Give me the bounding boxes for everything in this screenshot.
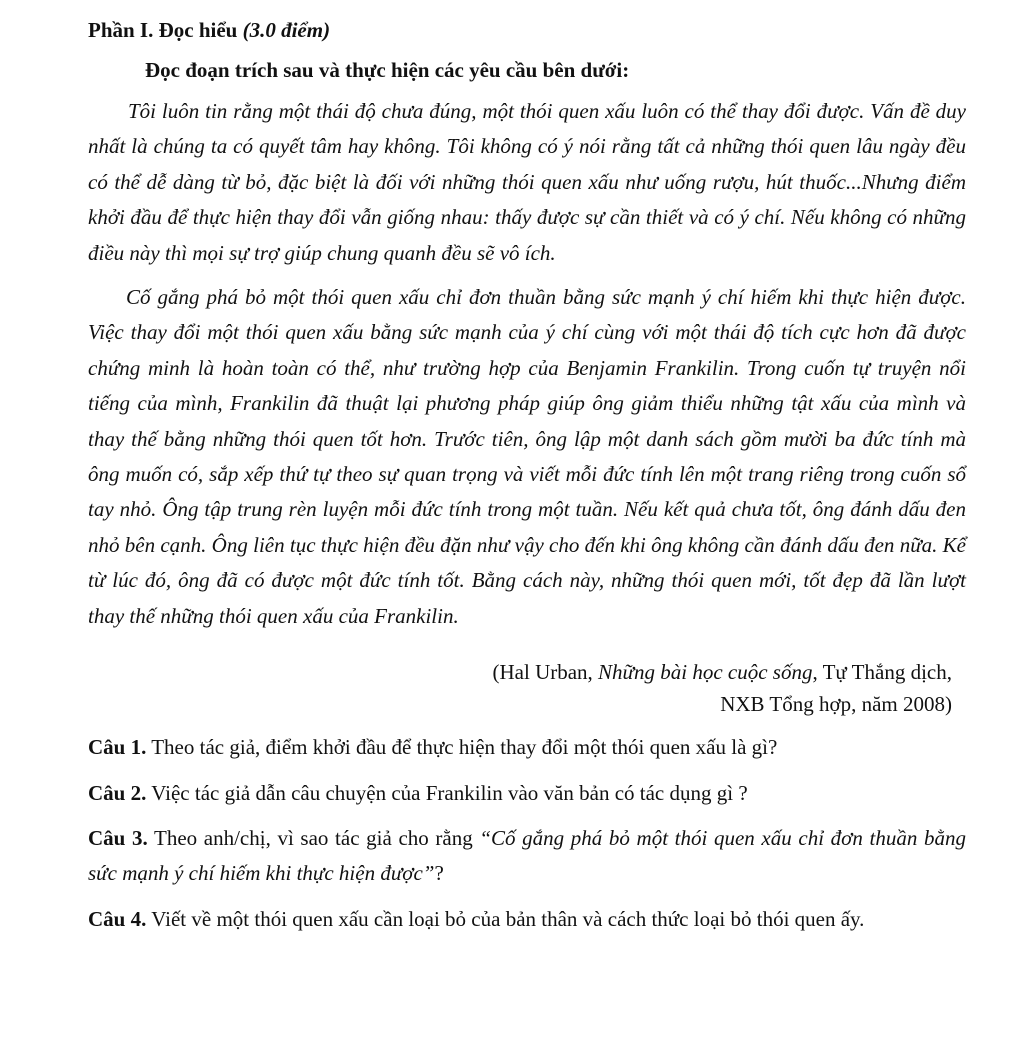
section-title: Phần I. Đọc hiểu [88,18,238,42]
question-label: Câu 4. [88,906,147,931]
question-quote: “Cố gắng phá bỏ một thói quen xấu chỉ đơn thuần bằng sức mạnh ý chí hiếm khi thực hiện được” [88,825,966,886]
section-points: (3.0 điểm) [242,18,331,42]
question-1 [88,730,966,765]
question-text: Viết về một thói quen xấu cần loại bỏ của bản thân và cách thức loại bỏ thói quen ấy. [146,906,865,931]
question-text: Việc tác giả dẫn câu chuyện của Frankilin vào văn bản có tác dụng gì ? [146,780,748,805]
source-translator: , Tự Thắng dịch, [812,660,952,685]
section-heading [88,14,966,46]
source-author: (Hal Urban, [492,660,599,685]
source-book-title: Những bài học cuộc sống [598,660,813,685]
question-label: Câu 2. [88,780,147,805]
question-label: Câu 1. [88,735,147,760]
question-label: Câu 3. [88,825,148,850]
question-text: Theo anh/chị, vì sao tác giả cho rằng [147,825,480,850]
question-2 [88,776,966,811]
question-text-end: ? [434,861,444,886]
passage-paragraph-2: Cố gắng phá bỏ một thói quen xấu chỉ đơn thuần bằng sức mạnh ý chí hiếm khi thực hiện được. Việc thay đổi một thói quen xấu bằng sức mạnh của ý chí cùng với một thái độ tích cực hơn đã được chứng minh là hoàn toàn có thể, như trường hợp của Benjamin Frankilin. Trong cuốn tự truyện nổi tiếng của mình, Frankilin đã thuật lại phương pháp giúp ông giảm thiểu những tật xấu của mình và thay thế bằng những thói quen tốt hơn. Trước tiên, ông lập một danh sách gồm mười ba đức tính mà ông muốn có, sắp xếp thứ tự theo sự quan trọng và viết mỗi đức tính lên một trang riêng trong cuốn sổ tay nhỏ. Ông tập trung rèn luyện mỗi đức tính trong một tuần. Nếu kết quả chưa tốt, ông đánh dấu đen nhỏ bên cạnh. Ông liên tục thực hiện đều đặn như vậy cho đến khi ông không cần đánh dấu đen nữa. Kể từ lúc đó, ông đã có được một đức tính tốt. Bằng cách này, những thói quen mới, tốt đẹp đã lần lượt thay thế những thói quen xấu của Frankilin. [88,285,966,628]
question-3 [88,821,966,892]
reading-instruction: Đọc đoạn trích sau và thực hiện các yêu cầu bên dưới: [145,58,630,82]
source-citation [88,656,952,720]
source-line-1 [88,656,952,688]
passage-paragraph-1: Tôi luôn tin rằng một thái độ chưa đúng, một thói quen xấu luôn có thể thay đổi được. Vấn đề duy nhất là chúng ta có quyết tâm hay không. Tôi không có ý nói rằng tất cả những thói quen lâu ngày đều có thể dễ dàng từ bỏ, đặc biệt là đối với những thói quen xấu như uống rượu, hút thuốc...Nhưng điểm khởi đầu để thực hiện thay đổi vẫn giống nhau: thấy được sự cần thiết và có ý chí. Nếu không có những điều này thì mọi sự trợ giúp chung quanh đều sẽ vô ích. [88,99,966,265]
source-line-2: NXB Tổng hợp, năm 2008) [720,692,952,717]
question-text: Theo tác giả, điểm khởi đầu để thực hiện thay đổi một thói quen xấu là gì? [146,735,778,760]
question-4 [88,902,966,937]
